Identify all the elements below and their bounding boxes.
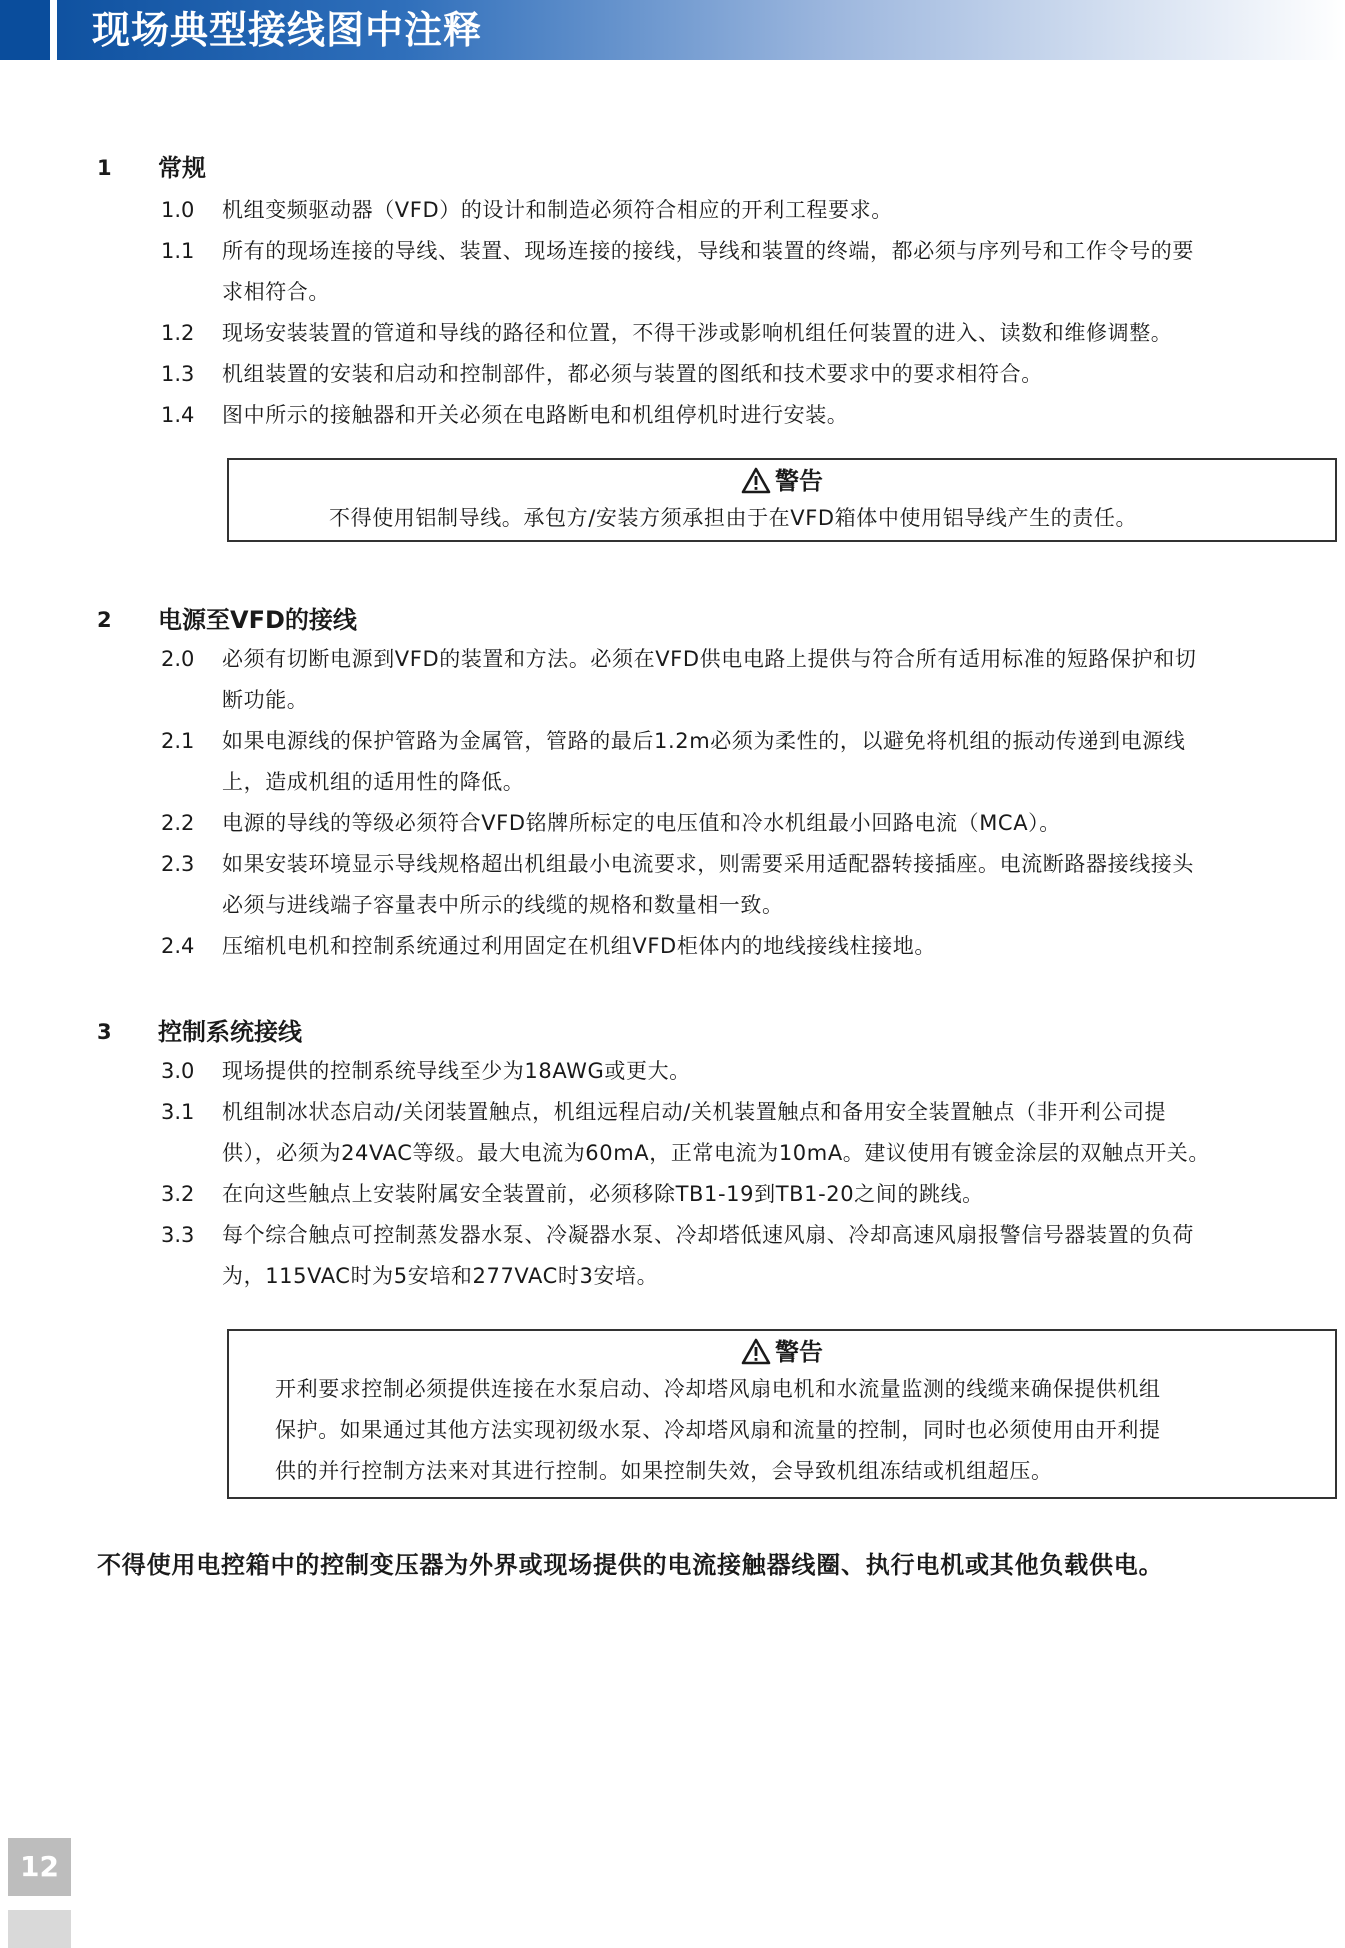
item-text: 如果电源线的保护管路为金属管，管路的最后1.2m必须为柔性的，以避免将机组的振动传递到电源线 上，造成机组的适用性的降低。 — [222, 729, 1186, 794]
page-title: 现场典型接线图中注释 — [92, 8, 483, 52]
warning-text: 保护。如果通过其他方法实现初级水泵、冷却塔风扇和流量的控制，同时也必须使用由开利提 — [275, 1418, 1161, 1442]
item-text: 机组变频驱动器（VFD）的设计和制造必须符合相应的开利工程要求。 — [222, 198, 893, 222]
section-number: 2 — [97, 608, 112, 632]
item-text: 如果安装环境显示导线规格超出机组最小电流要求，则需要采用适配器转接插座。电流断路器接线接头 必须与进线端子容量表中所示的线缆的规格和数量相一致。 — [222, 852, 1194, 917]
page-tab-decoration — [8, 1910, 71, 1948]
item-text: 所有的现场连接的导线、装置、现场连接的接线，导线和装置的终端，都必须与序列号和工作令号的要 求相符合。 — [222, 239, 1194, 304]
item-text: 现场提供的控制系统导线至少为18AWG或更大。 — [222, 1059, 691, 1083]
item-number: 3.0 — [161, 1059, 195, 1083]
footer-note: 不得使用电控箱中的控制变压器为外界或现场提供的电流接触器线圈、执行电机或其他负载供电。 — [97, 1551, 1164, 1579]
section-number: 3 — [97, 1020, 112, 1044]
item-number: 3.2 — [161, 1182, 195, 1206]
warning-triangle-icon — [741, 467, 771, 494]
item-text: 现场安装装置的管道和导线的路径和位置，不得干涉或影响机组任何装置的进入、读数和维修调整。 — [222, 321, 1173, 345]
warning-box-2 — [227, 1329, 1337, 1499]
warning-text: 开利要求控制必须提供连接在水泵启动、冷却塔风扇电机和水流量监测的线缆来确保提供机组 — [275, 1377, 1161, 1401]
warning-triangle-icon — [741, 1338, 771, 1365]
item-number: 2.0 — [161, 647, 195, 671]
item-number: 1.1 — [161, 239, 195, 263]
section-number: 1 — [97, 156, 112, 180]
item-text: 电源的导线的等级必须符合VFD铭牌所标定的电压值和冷水机组最小回路电流（MCA）。 — [222, 811, 1061, 835]
page-header — [0, 0, 1345, 60]
warning-text: 供的并行控制方法来对其进行控制。如果控制失效，会导致机组冻结或机组超压。 — [275, 1459, 1053, 1483]
item-text: 压缩机电机和控制系统通过利用固定在机组VFD柜体内的地线接线柱接地。 — [222, 934, 937, 958]
item-text: 在向这些触点上安装附属安全装置前，必须移除TB1-19到TB1-20之间的跳线。 — [222, 1182, 984, 1206]
item-number: 3.3 — [161, 1223, 195, 1247]
header-separator — [50, 0, 57, 60]
item-text: 机组装置的安装和启动和控制部件，都必须与装置的图纸和技术要求中的要求相符合。 — [222, 362, 1043, 386]
warning-heading: 警告 — [229, 1335, 1335, 1369]
warning-text: 不得使用铝制导线。承包方/安装方须承担由于在VFD箱体中使用铝导线产生的责任。 — [329, 506, 1138, 530]
header-accent-block — [0, 0, 50, 60]
item-number: 1.2 — [161, 321, 195, 345]
item-text: 每个综合触点可控制蒸发器水泵、冷凝器水泵、冷却塔低速风扇、冷却高速风扇报警信号器装置的负荷 为，115VAC时为5安培和277VAC时3安培。 — [222, 1223, 1194, 1288]
item-number: 1.0 — [161, 198, 195, 222]
item-text: 必须有切断电源到VFD的装置和方法。必须在VFD供电电路上提供与符合所有适用标准的短路保护和切 断功能。 — [222, 647, 1197, 712]
warning-heading: 警告 — [229, 464, 1335, 498]
section-title: 电源至VFD的接线 — [158, 606, 357, 634]
item-number: 2.1 — [161, 729, 195, 753]
item-number: 3.1 — [161, 1100, 195, 1124]
warning-box-1 — [227, 458, 1337, 542]
item-text: 机组制冰状态启动/关闭装置触点，机组远程启动/关机装置触点和备用安全装置触点（非开利公司提 供），必须为24VAC等级。最大电流为60mA，正常电流为10mA。建议使用有镀金涂层的双触点开关。 — [222, 1100, 1210, 1165]
item-number: 2.3 — [161, 852, 195, 876]
section-title: 常规 — [158, 154, 206, 182]
item-text: 图中所示的接触器和开关必须在电路断电和机组停机时进行安装。 — [222, 403, 849, 427]
section-title: 控制系统接线 — [158, 1018, 302, 1046]
item-number: 1.3 — [161, 362, 195, 386]
item-number: 2.2 — [161, 811, 195, 835]
item-number: 1.4 — [161, 403, 195, 427]
item-number: 2.4 — [161, 934, 195, 958]
page-number: 12 — [8, 1838, 71, 1896]
